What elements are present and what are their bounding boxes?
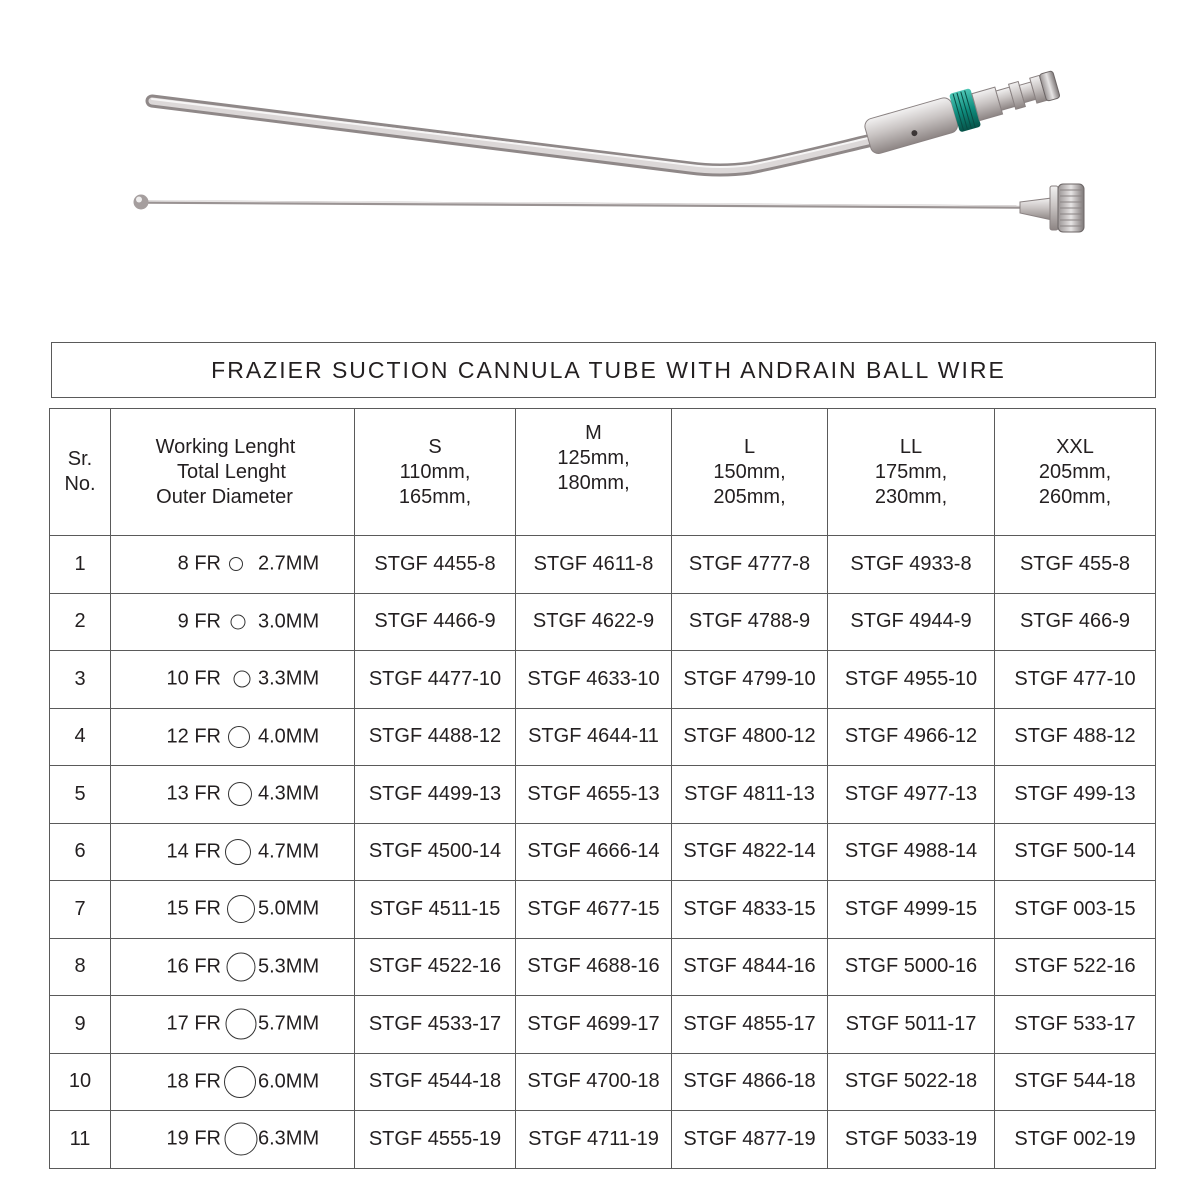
product-table <box>49 408 1156 1169</box>
product-code: STGF 4833-15 <box>672 881 828 939</box>
diameter-circle-icon <box>229 557 243 571</box>
product-code: STGF 499-13 <box>995 766 1156 824</box>
product-code: STGF 4811-13 <box>672 766 828 824</box>
size-name: XXL <box>1056 435 1094 458</box>
french-size: 10 FR <box>166 667 221 690</box>
french-size: 13 FR <box>166 782 221 805</box>
french-size: 17 FR <box>166 1012 221 1035</box>
header-sr: Sr. <box>67 448 93 470</box>
french-size: 8 FR <box>177 552 221 575</box>
product-code: STGF 5022-18 <box>828 1053 995 1111</box>
row-size-spec <box>111 766 355 824</box>
product-code: STGF 4533-17 <box>355 996 516 1054</box>
product-code: STGF 4644-11 <box>516 708 672 766</box>
row-sr-no: 5 <box>50 766 111 824</box>
row-sr-no: 1 <box>50 536 111 594</box>
table-row <box>50 823 1156 881</box>
product-code: STGF 4488-12 <box>355 708 516 766</box>
header-spec <box>111 409 355 536</box>
header-working-length: Working Lenght <box>155 435 296 458</box>
product-code: STGF 4855-17 <box>672 996 828 1054</box>
product-code: STGF 4688-16 <box>516 938 672 996</box>
product-code: STGF 4877-19 <box>672 1111 828 1169</box>
row-size-spec <box>111 938 355 996</box>
product-code: STGF 4977-13 <box>828 766 995 824</box>
product-photo <box>0 0 1200 330</box>
table-row <box>50 1111 1156 1169</box>
header-size-s <box>355 409 516 536</box>
product-code: STGF 544-18 <box>995 1053 1156 1111</box>
french-size: 9 FR <box>177 610 221 633</box>
table-row <box>50 536 1156 594</box>
header-sr-no <box>50 409 111 536</box>
product-code: STGF 4555-19 <box>355 1111 516 1169</box>
andrain-ball-wire <box>134 184 1085 232</box>
header-size-xxl <box>995 409 1156 536</box>
table-title: FRAZIER SUCTION CANNULA TUBE WITH ANDRAIN BALL WIRE <box>211 356 1006 383</box>
size-name: L <box>743 435 756 458</box>
row-sr-no: 10 <box>50 1053 111 1111</box>
product-code: STGF 4955-10 <box>828 651 995 709</box>
diameter-circle-icon <box>225 1123 258 1156</box>
size-name: M <box>585 422 602 444</box>
outer-diameter: 5.0MM <box>258 897 320 920</box>
french-size: 19 FR <box>166 1127 221 1150</box>
product-code: STGF 4788-9 <box>672 593 828 651</box>
size-name: S <box>428 435 442 458</box>
diameter-circle-icon <box>227 895 255 923</box>
row-sr-no: 4 <box>50 708 111 766</box>
outer-diameter: 5.7MM <box>258 1012 320 1035</box>
size-working: 175mm, <box>874 460 948 483</box>
product-code: STGF 5033-19 <box>828 1111 995 1169</box>
diameter-circle-icon <box>224 1066 256 1098</box>
row-size-spec <box>111 881 355 939</box>
product-code: STGF 4511-15 <box>355 881 516 939</box>
product-code: STGF 4999-15 <box>828 881 995 939</box>
product-code: STGF 4655-13 <box>516 766 672 824</box>
row-size-spec <box>111 708 355 766</box>
row-sr-no: 6 <box>50 823 111 881</box>
product-code: STGF 477-10 <box>995 651 1156 709</box>
row-size-spec <box>111 823 355 881</box>
diameter-circle-icon <box>231 614 246 629</box>
size-name: LL <box>899 435 923 458</box>
size-working: 150mm, <box>713 460 786 483</box>
table-row <box>50 1053 1156 1111</box>
table-body <box>50 536 1156 1169</box>
size-working: 205mm, <box>1038 460 1112 483</box>
diameter-circle-icon <box>228 782 252 806</box>
product-code: STGF 4477-10 <box>355 651 516 709</box>
product-code: STGF 003-15 <box>995 881 1156 939</box>
product-code: STGF 4500-14 <box>355 823 516 881</box>
product-code: STGF 4799-10 <box>672 651 828 709</box>
product-code: STGF 4933-8 <box>828 536 995 594</box>
product-code: STGF 4622-9 <box>516 593 672 651</box>
product-code: STGF 4944-9 <box>828 593 995 651</box>
row-size-spec <box>111 1111 355 1169</box>
size-total: 230mm, <box>874 485 948 508</box>
product-code: STGF 455-8 <box>995 536 1156 594</box>
table-title-box <box>51 342 1156 398</box>
row-size-spec <box>111 1053 355 1111</box>
header-no: No. <box>64 473 96 495</box>
product-code: STGF 4988-14 <box>828 823 995 881</box>
product-code: STGF 4822-14 <box>672 823 828 881</box>
outer-diameter: 3.0MM <box>258 610 320 633</box>
french-size: 16 FR <box>166 955 221 978</box>
row-sr-no: 3 <box>50 651 111 709</box>
product-code: STGF 522-16 <box>995 938 1156 996</box>
header-size-l <box>672 409 828 536</box>
french-size: 18 FR <box>166 1070 221 1093</box>
size-total: 260mm, <box>1038 485 1112 508</box>
product-code: STGF 488-12 <box>995 708 1156 766</box>
diameter-circle-icon <box>225 839 251 865</box>
size-total: 205mm, <box>713 485 786 508</box>
outer-diameter: 2.7MM <box>258 552 320 575</box>
product-code: STGF 5011-17 <box>828 996 995 1054</box>
header-outer-diameter: Outer Diameter <box>156 485 293 508</box>
table-row <box>50 938 1156 996</box>
table-row <box>50 881 1156 939</box>
product-code: STGF 4611-8 <box>516 536 672 594</box>
row-sr-no: 11 <box>50 1111 111 1169</box>
product-code: STGF 4700-18 <box>516 1053 672 1111</box>
product-code: STGF 5000-16 <box>828 938 995 996</box>
product-code: STGF 4666-14 <box>516 823 672 881</box>
table-row <box>50 708 1156 766</box>
size-total: 180mm, <box>557 472 630 494</box>
size-total: 165mm, <box>398 485 472 508</box>
product-code: STGF 4633-10 <box>516 651 672 709</box>
table-row <box>50 996 1156 1054</box>
row-sr-no: 7 <box>50 881 111 939</box>
header-size-m <box>516 409 672 536</box>
diameter-circle-icon <box>227 952 256 981</box>
size-working: 125mm, <box>557 447 630 469</box>
outer-diameter: 4.0MM <box>258 725 320 748</box>
outer-diameter: 6.0MM <box>258 1070 320 1093</box>
cannula-tube <box>152 65 1062 170</box>
product-code: STGF 4699-17 <box>516 996 672 1054</box>
product-code: STGF 002-19 <box>995 1111 1156 1169</box>
product-code: STGF 4966-12 <box>828 708 995 766</box>
row-sr-no: 8 <box>50 938 111 996</box>
row-size-spec <box>111 996 355 1054</box>
diameter-circle-icon <box>234 671 251 688</box>
header-total-length: Total Lenght <box>177 460 286 483</box>
outer-diameter: 6.3MM <box>258 1127 320 1150</box>
french-size: 15 FR <box>166 897 221 920</box>
product-code: STGF 4866-18 <box>672 1053 828 1111</box>
diameter-circle-icon <box>228 726 250 748</box>
header-row <box>50 409 1156 536</box>
product-code: STGF 500-14 <box>995 823 1156 881</box>
product-code: STGF 533-17 <box>995 996 1156 1054</box>
table-row <box>50 593 1156 651</box>
product-code: STGF 4455-8 <box>355 536 516 594</box>
outer-diameter: 4.7MM <box>258 840 320 863</box>
product-code: STGF 4522-16 <box>355 938 516 996</box>
table-row <box>50 766 1156 824</box>
product-code: STGF 4466-9 <box>355 593 516 651</box>
row-sr-no: 2 <box>50 593 111 651</box>
product-code: STGF 4544-18 <box>355 1053 516 1111</box>
outer-diameter: 3.3MM <box>258 667 320 690</box>
french-size: 12 FR <box>166 725 221 748</box>
row-size-spec <box>111 651 355 709</box>
outer-diameter: 4.3MM <box>258 782 320 805</box>
row-size-spec <box>111 536 355 594</box>
product-code: STGF 466-9 <box>995 593 1156 651</box>
diameter-circle-icon <box>226 1009 257 1040</box>
french-size: 14 FR <box>166 840 221 863</box>
product-code: STGF 4499-13 <box>355 766 516 824</box>
product-code: STGF 4711-19 <box>516 1111 672 1169</box>
outer-diameter: 5.3MM <box>258 955 320 978</box>
row-sr-no: 9 <box>50 996 111 1054</box>
table-row <box>50 651 1156 709</box>
header-size-ll <box>828 409 995 536</box>
product-code: STGF 4844-16 <box>672 938 828 996</box>
product-code: STGF 4777-8 <box>672 536 828 594</box>
size-working: 110mm, <box>399 460 471 483</box>
product-code: STGF 4677-15 <box>516 881 672 939</box>
row-size-spec <box>111 593 355 651</box>
product-code: STGF 4800-12 <box>672 708 828 766</box>
